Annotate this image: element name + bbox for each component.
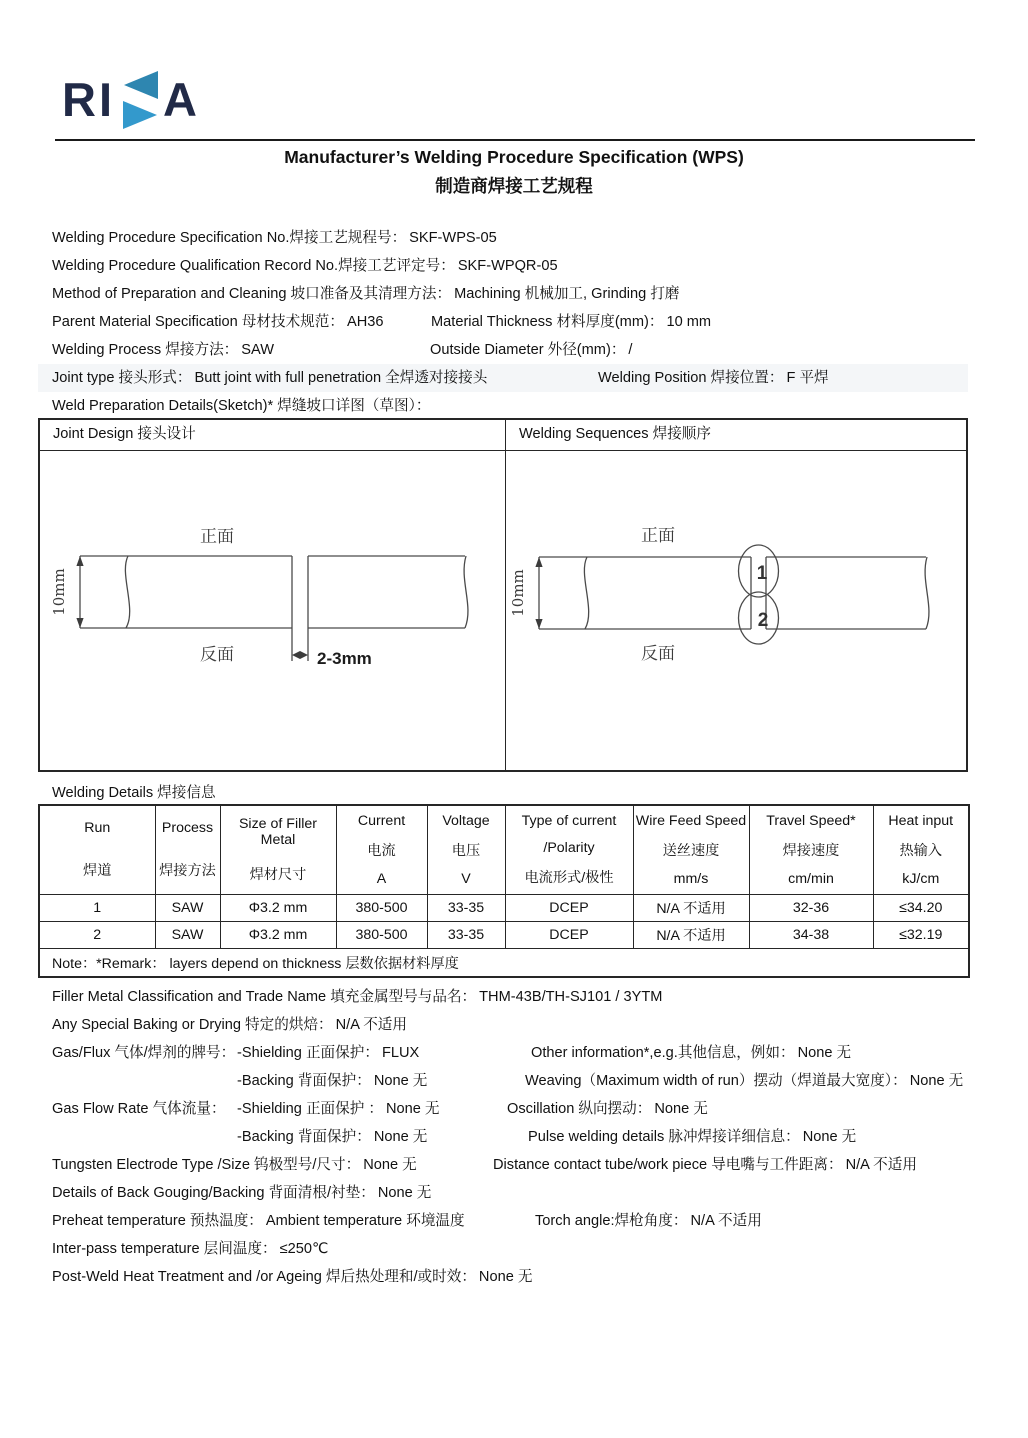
cell-filler-size: Φ3.2 mm bbox=[220, 895, 336, 922]
field-label: Joint type 接头形式： bbox=[52, 370, 192, 386]
col-header-run: Run 焊道 bbox=[39, 805, 155, 895]
field-label: Any Special Baking or Drying 特定的烘焙： bbox=[52, 1017, 333, 1033]
cell-travel-speed: 34-38 bbox=[749, 922, 873, 949]
cell-travel-speed: 32-36 bbox=[749, 895, 873, 922]
field-value: THM-43B/TH-SJ101 / 3YTM bbox=[479, 989, 663, 1005]
field-label: -Shielding 正面保护： bbox=[237, 1045, 379, 1061]
field-label: Preheat temperature 预热温度： bbox=[52, 1213, 263, 1229]
cell-current: 380-500 bbox=[336, 922, 427, 949]
field-value: SAW bbox=[241, 342, 274, 358]
field-value: FLUX bbox=[381, 1045, 420, 1061]
plate-left-break-curve bbox=[584, 557, 588, 629]
logo-n-triangles-icon bbox=[117, 70, 161, 130]
cell-run: 2 bbox=[39, 922, 155, 949]
field-label: -Shielding 正面保护 ： bbox=[237, 1101, 383, 1117]
back-side-label: 反面 bbox=[200, 645, 234, 664]
field-label: Welding Procedure Specification No.焊接工艺规程号： bbox=[52, 230, 407, 246]
cell-wire-feed: N/A 不适用 bbox=[633, 895, 749, 922]
field-label: Method of Preparation and Cleaning 坡口准备及其清理方法： bbox=[52, 286, 452, 302]
front-side-label: 正面 bbox=[200, 527, 234, 546]
cell-heat-input: ≤34.20 bbox=[873, 895, 969, 922]
field-label: Torch angle:焊枪角度： bbox=[535, 1213, 688, 1229]
page-title-chinese: 制造商焊接工艺规程 bbox=[435, 176, 593, 196]
field-label: Welding Procedure Qualification Record No.焊接工艺评定号： bbox=[52, 258, 455, 274]
field-value: None 无 bbox=[373, 1129, 428, 1145]
field-label: Material Thickness 材料厚度(mm)： bbox=[431, 314, 664, 330]
field-value: None 无 bbox=[373, 1073, 428, 1089]
thickness-dimension-label: 10mm bbox=[50, 568, 68, 616]
field-col2 bbox=[431, 308, 711, 336]
sequence-1-label: 1 bbox=[756, 563, 768, 584]
table-header-row bbox=[39, 805, 969, 895]
field-mid bbox=[237, 1067, 427, 1095]
field-label: Details of Back Gouging/Backing 背面清根/衬垫： bbox=[52, 1185, 375, 1201]
table-note: Note：*Remark： layers depend on thickness 层数依据材料厚度 bbox=[39, 949, 969, 978]
field-value: None 无 bbox=[797, 1045, 852, 1061]
field-value: None 无 bbox=[363, 1157, 417, 1173]
field-value: N/A 不适用 bbox=[335, 1017, 407, 1033]
cell-current-type: DCEP bbox=[505, 922, 633, 949]
field-col2 bbox=[525, 1067, 963, 1095]
page-title: Manufacturer’s Welding Procedure Specification (WPS) bbox=[284, 147, 744, 167]
field-value: None 无 bbox=[385, 1101, 440, 1117]
sketch-header-row bbox=[40, 420, 966, 451]
field-col2 bbox=[507, 1095, 708, 1123]
field-col2 bbox=[598, 364, 829, 392]
weld-sketch-box bbox=[38, 418, 968, 772]
header-divider bbox=[55, 139, 975, 141]
field-label: Outside Diameter 外径(mm)： bbox=[430, 342, 626, 358]
field-value: None 无 bbox=[478, 1269, 533, 1285]
cell-process: SAW bbox=[155, 922, 220, 949]
front-side-label: 正面 bbox=[641, 526, 675, 545]
dimension-arrows bbox=[76, 556, 308, 659]
welding-sequences-header: Welding Sequences 焊接顺序 bbox=[519, 426, 711, 442]
field-label: Post-Weld Heat Treatment and /or Ageing 焊后热处理和/或时效： bbox=[52, 1269, 476, 1285]
logo-triangle-top-icon bbox=[124, 71, 158, 99]
field-col2 bbox=[493, 1151, 917, 1179]
welding-details-section-label: Welding Details 焊接信息 bbox=[52, 785, 216, 801]
field-row-weld-preparation bbox=[0, 392, 1028, 420]
field-label: Distance contact tube/work piece 导电嘴与工件距离： bbox=[493, 1157, 843, 1173]
col-header-heat-input: Heat input 热输入 kJ/cm bbox=[873, 805, 969, 895]
field-label: Tungsten Electrode Type /Size 钨极型号/尺寸： bbox=[52, 1157, 361, 1173]
table-note-row bbox=[39, 949, 969, 978]
field-value: None 无 bbox=[909, 1073, 964, 1089]
field-label: Other information*,e.g.其他信息，例如： bbox=[531, 1045, 795, 1061]
field-row-interpass-temperature bbox=[0, 1235, 1028, 1263]
col-header-current-type: Type of current /Polarity 电流形式/极性 bbox=[505, 805, 633, 895]
field-col2 bbox=[528, 1123, 856, 1151]
field-label: Inter-pass temperature 层间温度： bbox=[52, 1241, 277, 1257]
rina-logo bbox=[62, 70, 200, 130]
col-header-process: Process 焊接方法 bbox=[155, 805, 220, 895]
field-value: 10 mm bbox=[666, 314, 712, 330]
field-label: Oscillation 纵向摆动： bbox=[507, 1101, 652, 1117]
detail-fields bbox=[0, 983, 1028, 1291]
field-row-preparation-method bbox=[0, 280, 1028, 308]
field-value: Machining 机械加工, Grinding 打磨 bbox=[454, 286, 680, 302]
plate-right-break-curve bbox=[464, 556, 468, 628]
field-label: Welding Process 焊接方法： bbox=[52, 342, 239, 358]
field-value: Butt joint with full penetration 全焊透对接接头 bbox=[194, 370, 488, 386]
field-value: SKF-WPS-05 bbox=[409, 230, 497, 246]
field-row-gas-flux-backing bbox=[0, 1067, 1028, 1095]
field-col2 bbox=[535, 1207, 762, 1235]
col-header-voltage: Voltage 电压 V bbox=[427, 805, 505, 895]
field-mid bbox=[237, 1039, 419, 1067]
plate-right-break-curve bbox=[925, 557, 929, 629]
field-row-filler-metal bbox=[0, 983, 1028, 1011]
field-row-preheat-temperature bbox=[0, 1207, 1028, 1235]
logo-letters-ri: RI bbox=[62, 73, 115, 126]
header-fields bbox=[0, 224, 1028, 420]
field-row-baking-drying bbox=[0, 1011, 1028, 1039]
field-row-pwht bbox=[0, 1263, 1028, 1291]
field-label: Welding Position 焊接位置： bbox=[598, 370, 784, 386]
sequence-2-label: 2 bbox=[757, 610, 769, 631]
field-value: ≤250℃ bbox=[279, 1241, 329, 1257]
field-row-wps-no bbox=[0, 224, 1028, 252]
col-header-wire-feed-speed: Wire Feed Speed 送丝速度 mm/s bbox=[633, 805, 749, 895]
table-row-run-2 bbox=[39, 922, 969, 949]
field-row-tungsten-electrode bbox=[0, 1151, 1028, 1179]
logo-letter-a: A bbox=[163, 73, 200, 126]
thickness-dimension-label: 10mm bbox=[509, 569, 527, 617]
field-label: Weaving（Maximum width of run）摆动（焊道最大宽度）： bbox=[525, 1073, 907, 1089]
joint-design-sketch bbox=[40, 451, 506, 771]
gap-dimension-label: 2-3mm bbox=[317, 649, 372, 668]
field-mid bbox=[237, 1095, 440, 1123]
joint-design-header: Joint Design 接头设计 bbox=[40, 420, 506, 450]
field-label: Weld Preparation Details(Sketch)* 焊缝坡口详图（草图）： bbox=[52, 398, 431, 414]
col-header-filler-size: Size of Filler Metal 焊材尺寸 bbox=[220, 805, 336, 895]
cell-voltage: 33-35 bbox=[427, 922, 505, 949]
field-value: None 无 bbox=[802, 1129, 857, 1145]
field-value: N/A 不适用 bbox=[845, 1157, 917, 1173]
cell-filler-size: Φ3.2 mm bbox=[220, 922, 336, 949]
cell-current-type: DCEP bbox=[505, 895, 633, 922]
field-value: F 平焊 bbox=[786, 370, 829, 386]
logo-triangle-bottom-icon bbox=[123, 101, 157, 129]
field-label: Pulse welding details 脉冲焊接详细信息： bbox=[528, 1129, 800, 1145]
field-value: Ambient temperature 环境温度 bbox=[265, 1213, 465, 1229]
field-row-wpqr-no bbox=[0, 252, 1028, 280]
field-label: Filler Metal Classification and Trade Name 填充金属型号与品名： bbox=[52, 989, 477, 1005]
col-header-travel-speed: Travel Speed* 焊接速度 cm/min bbox=[749, 805, 873, 895]
col-header-current: Current 电流 A bbox=[336, 805, 427, 895]
field-row-gas-flow-shielding bbox=[0, 1095, 1028, 1123]
field-row-welding-process bbox=[0, 336, 1028, 364]
field-label: Gas Flow Rate 气体流量： bbox=[52, 1101, 226, 1117]
field-value: / bbox=[628, 342, 633, 358]
field-col2 bbox=[531, 1039, 851, 1067]
cell-voltage: 33-35 bbox=[427, 895, 505, 922]
field-value: SKF-WPQR-05 bbox=[457, 258, 558, 274]
field-label: -Backing 背面保护： bbox=[237, 1129, 371, 1145]
cell-current: 380-500 bbox=[336, 895, 427, 922]
back-side-label: 反面 bbox=[641, 644, 675, 663]
field-row-parent-material bbox=[0, 308, 1028, 336]
table-row-run-1 bbox=[39, 895, 969, 922]
field-value: None 无 bbox=[377, 1185, 432, 1201]
field-label: Parent Material Specification 母材技术规范： bbox=[52, 314, 344, 330]
cell-process: SAW bbox=[155, 895, 220, 922]
field-col2 bbox=[430, 336, 632, 364]
cell-heat-input: ≤32.19 bbox=[873, 922, 969, 949]
field-row-gas-flux-shielding bbox=[0, 1039, 1028, 1067]
plate-left-break-curve bbox=[125, 556, 129, 628]
welding-sequences-sketch bbox=[506, 451, 966, 771]
joint-design-drawing bbox=[40, 451, 504, 771]
field-label: Gas/Flux 气体/焊剂的牌号： bbox=[52, 1045, 236, 1061]
field-row-gas-flow-backing bbox=[0, 1123, 1028, 1151]
field-label: -Backing 背面保护： bbox=[237, 1073, 371, 1089]
field-value: None 无 bbox=[654, 1101, 708, 1117]
cell-wire-feed: N/A 不适用 bbox=[633, 922, 749, 949]
cell-run: 1 bbox=[39, 895, 155, 922]
sketch-body bbox=[40, 451, 966, 771]
field-mid bbox=[237, 1123, 427, 1151]
field-value: AH36 bbox=[346, 314, 384, 330]
welding-details-table bbox=[38, 804, 970, 978]
field-row-joint-type bbox=[38, 364, 968, 392]
field-row-back-gouging bbox=[0, 1179, 1028, 1207]
welding-sequences-drawing bbox=[506, 451, 964, 771]
field-value: N/A 不适用 bbox=[690, 1213, 762, 1229]
